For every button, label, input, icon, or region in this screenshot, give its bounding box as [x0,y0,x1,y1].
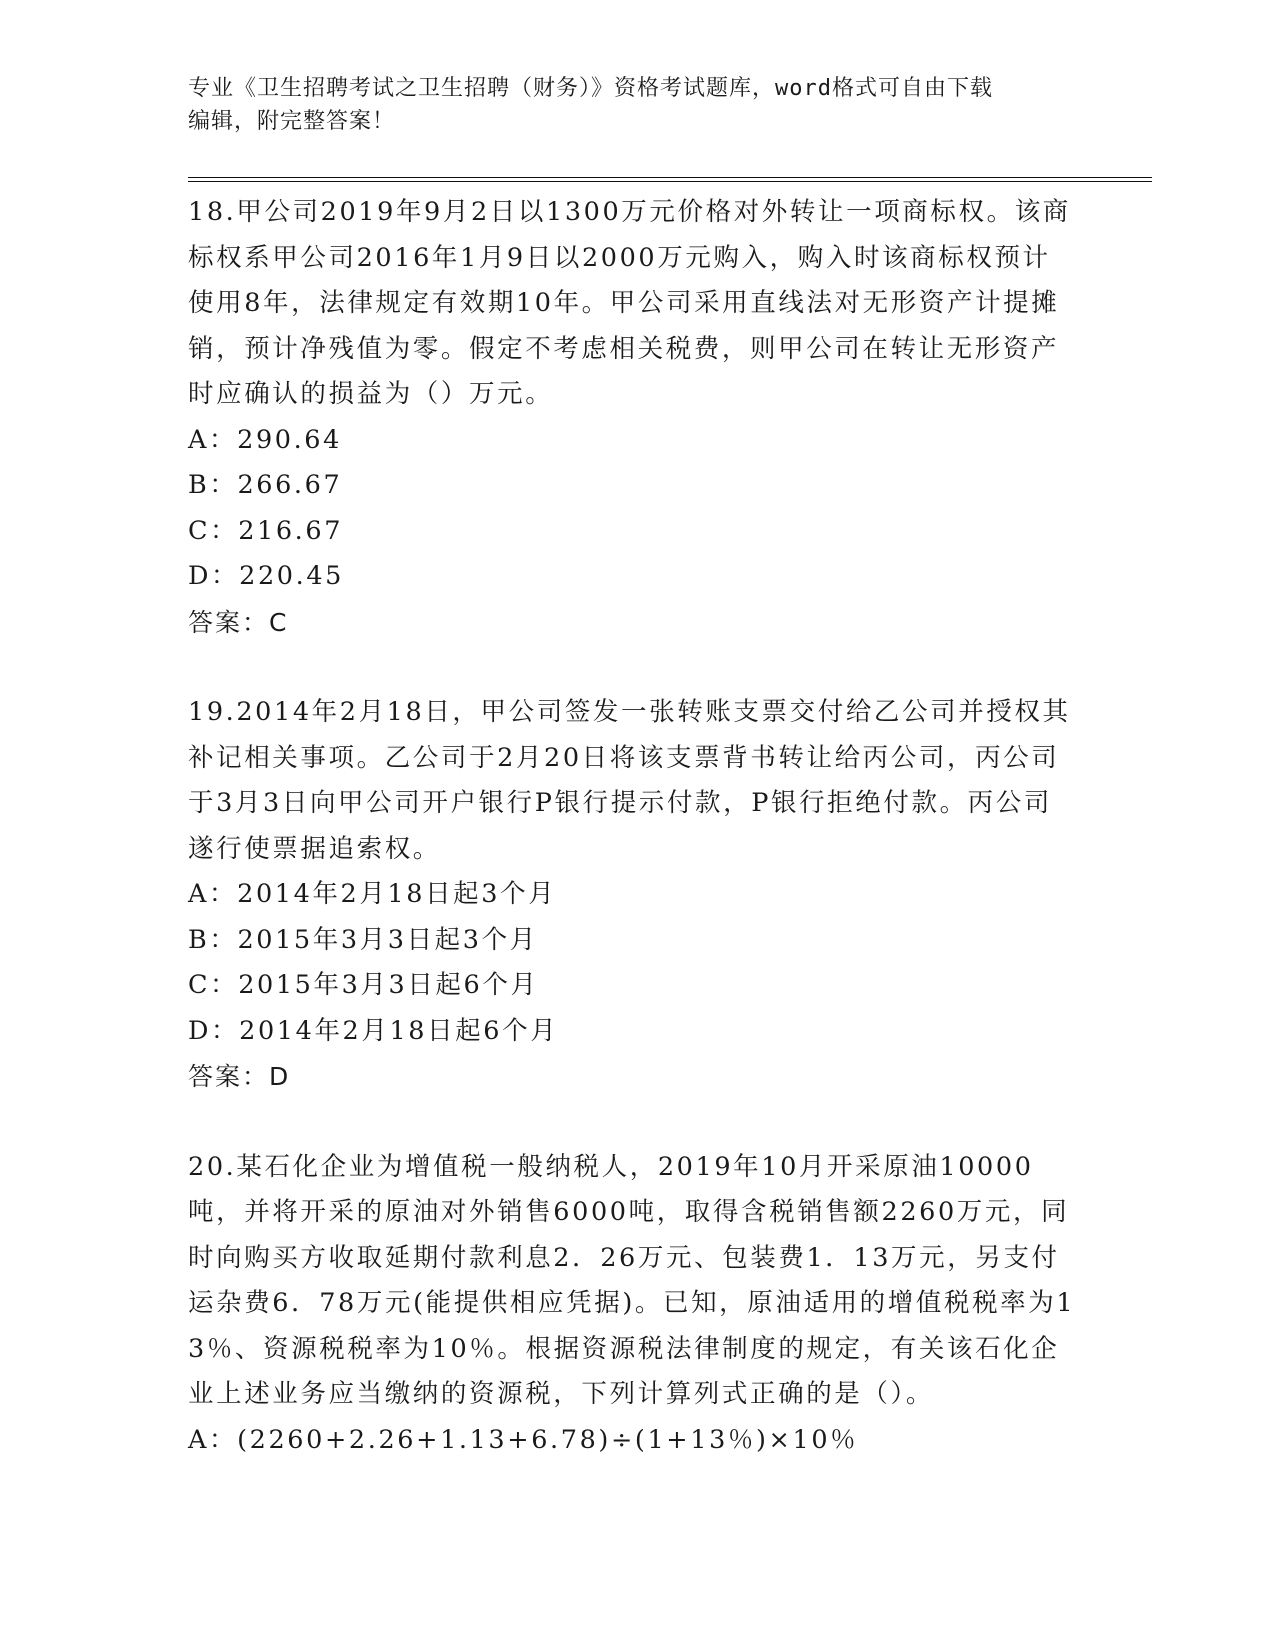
header-divider [188,177,1152,182]
spacer [188,1100,1078,1145]
answer-label: 答案：C [188,607,289,637]
question-text: 19.2014年2月18日，甲公司签发一张转账支票交付给乙公司并授权其补记相关事项。乙公司于2月20日将该支票背书转让给丙公司，丙公司于3月3日向甲公司开户银行P银行提示付款，P银行拒绝付款。丙公司遂行使票据追索权。 [188,697,1071,864]
question-19 [188,690,1078,1100]
question-20 [188,1145,1078,1464]
option-b: B：266.67 [188,470,343,500]
option-d: D：2014年2月18日起6个月 [188,1015,559,1046]
option-a: A：2014年2月18日起3个月 [188,879,557,909]
question-list [188,190,1078,1463]
question-text: 18.甲公司2019年9月2日以1300万元价格对外转让一项商标权。该商标权系甲公司2016年1月9日以2000万元购入，购入时该商标权预计使用8年，法律规定有效期10年。甲公司采用直线法对无形资产计提摊销，预计净残值为零。假定不考虑相关税费，则甲公司在转让无形资产时应确认的损益为（）万元。 [188,197,1071,409]
header-line-1: 专业《卫生招聘考试之卫生招聘（财务）》资格考试题库，word格式可自由下载 [188,76,993,101]
answer-label: 答案：D [188,1062,291,1091]
option-b: B：2015年3月3日起3个月 [188,924,538,955]
document-header [188,72,1068,138]
option-a: A：(2260+2.26+1.13+6.78)÷(1+13％)×10％ [188,1424,859,1455]
option-a: A：290.64 [188,424,342,455]
header-line-2: 编辑，附完整答案！ [188,109,396,134]
spacer [188,645,1078,690]
option-c: C：216.67 [188,515,344,546]
option-c: C：2015年3月3日起6个月 [188,970,539,1000]
question-18 [188,190,1078,645]
question-text: 20.某石化企业为增值税一般纳税人，2019年10月开采原油10000吨，并将开采的原油对外销售6000吨，取得含税销售额2260万元，同时向购买方收取延期付款利息2．26万元、包装费1．13万元，另支付运杂费6．78万元(能提供相应凭据)。已知，原油适用的增值税税率为13％、资源税税率为10％。根据资源税法律制度的规定，有关该石化企业上述业务应当缴纳的资源税，下列计算列式正确的是（）。 [188,1151,1076,1409]
option-d: D：220.45 [188,561,344,591]
